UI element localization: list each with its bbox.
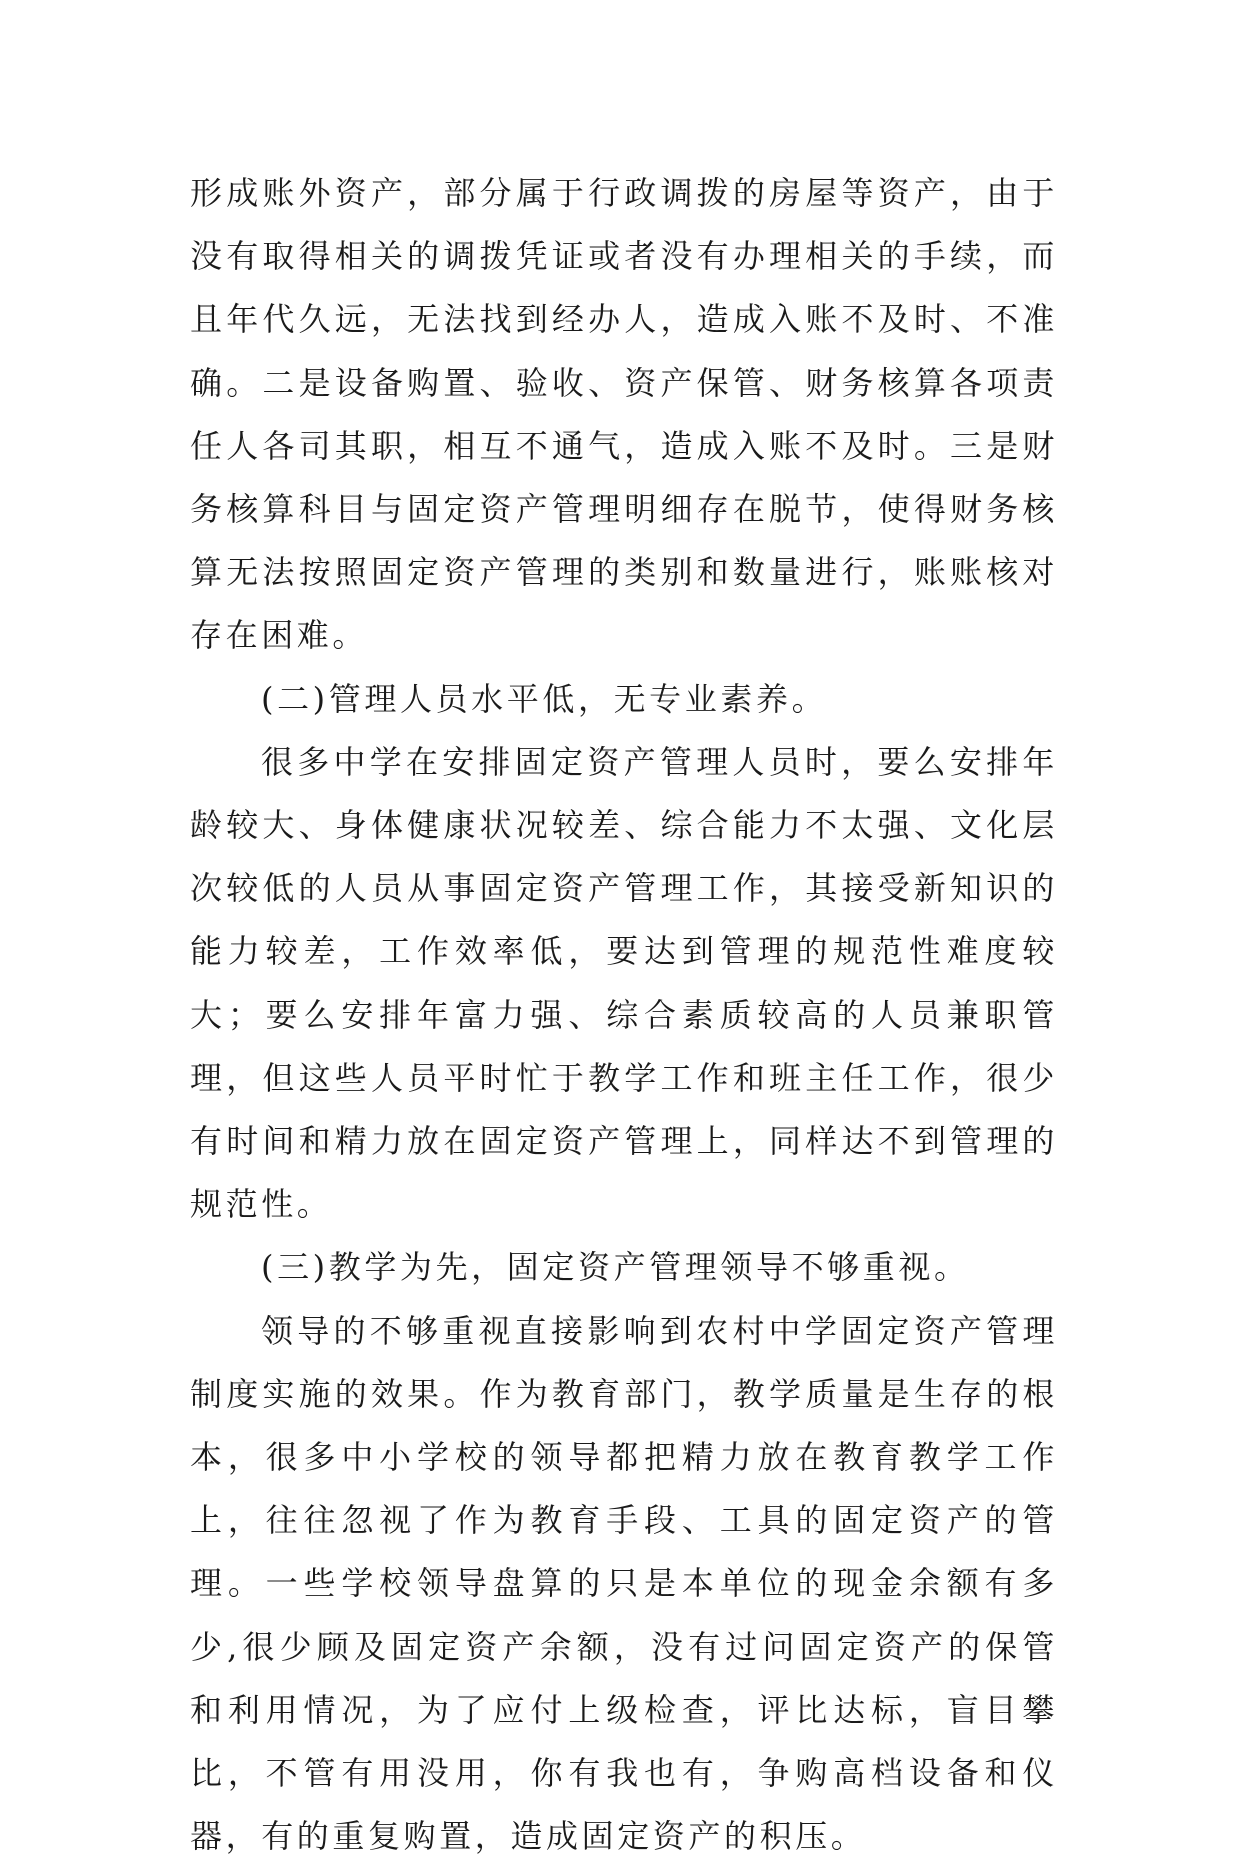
body-paragraph-3: 领导的不够重视直接影响到农村中学固定资产管理制度实施的效果。作为教育部门，教学质量是生存的根本，很多中小学校的领导都把精力放在教育教学工作上，往往忽视了作为教育手段、工具的固定资产的管理。一些学校领导盘算的只是本单位的现金余额有多少,很少顾及固定资产余额，没有过问固定资产的保管和利用情况，为了应付上级检查，评比达标，盲目攀比，不管有用没用，你有我也有，争购高档设备和仪器，有的重复购置，造成固定资产的积压。	[190, 1311, 1058, 1856]
section-heading-2: (二)管理人员水平低，无专业素养。	[261, 679, 828, 718]
body-paragraph-1: 形成账外资产，部分属于行政调拨的房屋等资产，由于没有取得相关的调拨凭证或者没有办理相关的手续，而且年代久远，无法找到经办人，造成入账不及时、不准确。二是设备购置、验收、资产保管、财务核算各项责任人各司其职，相互不通气，造成入账不及时。三是财务核算科目与固定资产管理明细存在脱节，使得财务核算无法按照固定资产管理的类别和数量进行，账账核对存在困难。	[190, 174, 1058, 655]
section-heading-3: (三)教学为先，固定资产管理领导不够重视。	[261, 1248, 970, 1287]
body-paragraph-2: 很多中学在安排固定资产管理人员时，要么安排年龄较大、身体健康状况较差、综合能力不太强、文化层次较低的人员从事固定资产管理工作，其接受新知识的能力较差，工作效率低，要达到管理的规范性难度较大；要么安排年富力强、综合素质较高的人员兼职管理，但这些人员平时忙于教学工作和班主任工作，很少有时间和精力放在固定资产管理上，同样达不到管理的规范性。	[190, 742, 1058, 1224]
document-body	[190, 162, 1058, 1868]
